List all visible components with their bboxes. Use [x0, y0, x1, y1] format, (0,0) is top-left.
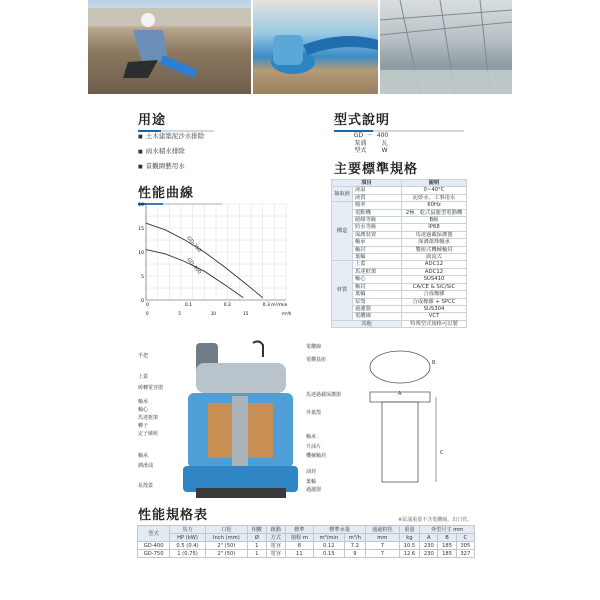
diagram-label-left: 軸心	[138, 407, 149, 413]
dim-label-c: C	[440, 450, 444, 456]
perf-cell: 0.5 (0.4)	[170, 542, 206, 550]
specs-value: 0~40°C	[402, 187, 467, 194]
specs-item: 液質	[353, 194, 402, 201]
specs-item: 上蓋	[353, 261, 402, 268]
x-tick-label-secondary: 5	[178, 311, 181, 316]
pump-in-water-photo	[253, 0, 378, 94]
specs-header-desc: 說明	[402, 180, 467, 187]
perf-header-cell: 型式	[138, 526, 170, 542]
perf-subheader-row	[138, 534, 475, 542]
specs-row	[332, 202, 467, 209]
specs-item: 液温	[353, 187, 402, 194]
model-code: GD － 400	[353, 132, 389, 139]
specs-value: 雙組式機械軸封	[402, 246, 467, 253]
perf-cell: 1 (0.75)	[170, 550, 206, 558]
specs-item: 過濾器	[353, 305, 402, 312]
diagram-label-left: 轉子	[138, 423, 149, 429]
worker-illustration	[88, 0, 251, 94]
specs-value: ADC12	[402, 268, 467, 275]
specs-row	[332, 313, 467, 320]
perf-cell: 2" (50)	[205, 550, 247, 558]
specs-value: ADC12	[402, 261, 467, 268]
perf-row	[138, 542, 475, 550]
specs-row	[332, 187, 467, 194]
specs-item: 電纜線	[353, 313, 402, 320]
perf-cell: 0.15	[314, 550, 345, 558]
perf-subheader-cell: HP (kW)	[170, 534, 206, 542]
specs-header-row	[332, 180, 467, 187]
perf-subheader-cell: C	[456, 534, 474, 542]
diagram-label-left: 緩轉電容器	[138, 385, 164, 391]
strainer-shape	[196, 488, 286, 498]
top-cover-shape	[196, 363, 286, 393]
specs-value: 特殊型式規格可訂製	[402, 320, 467, 327]
diagram-label-right: 馬達過載保護器	[306, 392, 342, 398]
dim-label-b: B	[432, 360, 436, 366]
dim-label-a: A	[398, 391, 402, 397]
specs-item: 軸封	[353, 283, 402, 290]
model-code-title: 型式說明	[334, 109, 464, 128]
specs-value: 深溝滾珠軸承	[402, 239, 467, 246]
specs-row	[332, 246, 467, 253]
x-tick-label: 0.2	[223, 303, 231, 308]
specs-row	[332, 276, 467, 283]
perf-header-cell: 重量	[399, 526, 420, 534]
x-tick-label-secondary: 0	[146, 311, 149, 316]
perf-cell: 8	[285, 542, 313, 550]
diagram-label-right: 軸承	[306, 434, 317, 440]
specs-item: 泵殼	[353, 298, 402, 305]
perf-header-cell: 馬力	[170, 526, 206, 534]
perf-cell: 1	[247, 550, 266, 558]
perf-row	[138, 550, 475, 558]
x-tick-label: 0	[146, 303, 149, 308]
diagram-label-left: 軸承	[138, 399, 149, 405]
specs-item: 軸封	[353, 246, 402, 253]
model-code-labels-2: 型式 W	[354, 147, 388, 154]
specs-row	[332, 239, 467, 246]
y-tick-label: 15	[138, 227, 144, 232]
specs-group: 抽取液	[332, 187, 353, 202]
specs-value: 合成橡膠 + SPCC	[402, 298, 467, 305]
perf-cell: 10.5	[399, 542, 420, 550]
specs-table	[331, 179, 467, 328]
perf-subheader-cell: B	[438, 534, 456, 542]
curve-title: 性能曲線	[138, 182, 222, 201]
specs-item: 電動機	[353, 209, 402, 216]
diagram-label-right: 電纜基座	[306, 357, 327, 363]
performance-curve-chart	[134, 198, 294, 318]
usage-item: ■ 雨水積水排除	[138, 146, 185, 155]
diagram-label-left: 泵殼蓋	[138, 483, 154, 489]
diagram-label-left: 潤滑油	[138, 463, 154, 469]
specs-title: 主要標準規格	[334, 158, 464, 177]
perf-subheader-cell: m³/h	[344, 534, 365, 542]
diagram-label-left: 軸承	[138, 453, 149, 459]
perf-subheader-cell: kg	[399, 534, 420, 542]
specs-row	[332, 268, 467, 275]
specs-value: 馬達過載保護器	[402, 231, 467, 238]
diagram-label-right: 外葉殼	[306, 410, 322, 416]
diagram-label-left: 定子繞組	[138, 431, 159, 437]
specs-item: 頻率	[353, 202, 402, 209]
x-tick-label-secondary: 10	[210, 311, 216, 316]
perf-cell: 7	[366, 542, 400, 550]
specs-item: 軸承	[353, 239, 402, 246]
diagram-label-right: 油封	[306, 469, 317, 475]
perf-cell: 305	[456, 542, 474, 550]
y-tick-label: 10	[138, 251, 144, 256]
pump-dimension-drawing	[360, 342, 440, 502]
x-tick-label: 0.1	[184, 303, 193, 308]
perf-subheader-cell: mm	[366, 534, 400, 542]
specs-value: SUS410	[402, 276, 467, 283]
specs-item: 葉輪	[353, 254, 402, 261]
specs-group: 其他	[332, 320, 402, 327]
diagram-label-right: 過濾器	[306, 487, 322, 493]
usage-title: 用途	[138, 109, 214, 128]
specs-item: 葉輪	[353, 291, 402, 298]
perf-header-cell: 標準水量	[314, 526, 366, 534]
perf-cell: GD-750	[138, 550, 170, 558]
perf-table-title: 性能規格表	[138, 504, 218, 523]
specs-value: SUS304	[402, 305, 467, 312]
specs-group: 材質	[332, 261, 353, 320]
specs-row	[332, 224, 467, 231]
specs-row	[332, 209, 467, 216]
perf-header-cell: 標準	[285, 526, 313, 534]
specs-value: B級	[402, 217, 467, 224]
y-tick-label: 20	[138, 203, 144, 208]
diagram-label-right: 機械軸封	[306, 453, 327, 459]
specs-value: 渦流式	[402, 254, 467, 261]
diagram-label-right: 電纜線	[306, 344, 322, 350]
specs-row	[332, 291, 467, 298]
specs-value: VCT	[402, 313, 467, 320]
y-tick-label: 5	[141, 275, 144, 280]
model-code-labels: 泵浦 瓦	[354, 140, 388, 147]
diagram-label-right: 葉輪	[306, 479, 317, 485]
perf-cell: 7.2	[344, 542, 365, 550]
perf-cell: 7	[366, 550, 400, 558]
series-line-gd-400	[146, 250, 243, 298]
perf-subheader-cell: Inch (mm)	[205, 534, 247, 542]
specs-item: 保護裝置	[353, 231, 402, 238]
diagram-label-right: 升油片	[306, 444, 322, 450]
specs-item: 防水等級	[353, 224, 402, 231]
specs-value: 60Hz	[402, 202, 467, 209]
perf-cell: 1	[247, 542, 266, 550]
perf-header-cell: 通過粒徑	[366, 526, 400, 534]
construction-worker-photo	[88, 0, 251, 94]
specs-value: 2極．乾式鼠籠型電動機	[402, 209, 467, 216]
y-tick-label: 0	[141, 299, 144, 304]
perf-header-cell: 啟動	[266, 526, 285, 534]
diagram-label-left: 上蓋	[138, 374, 149, 380]
specs-row	[332, 194, 467, 201]
perf-cell: 230	[420, 542, 438, 550]
cable-shape	[253, 341, 263, 357]
perf-cell: 185	[438, 542, 456, 550]
specs-row	[332, 231, 467, 238]
perf-cell: 0.12	[314, 542, 345, 550]
perf-header-cell: 外型尺寸 mm	[420, 526, 475, 534]
specs-item: 絕緣等級	[353, 217, 402, 224]
perf-cell: 12.6	[399, 550, 420, 558]
perf-cell: 電容	[266, 542, 285, 550]
specs-row	[332, 254, 467, 261]
perf-cell: 327	[456, 550, 474, 558]
specs-row	[332, 320, 467, 327]
usage-item: ■ 景觀園藝用水	[138, 161, 185, 170]
specs-row	[332, 261, 467, 268]
specs-row	[332, 298, 467, 305]
diagram-label-left: 手把	[138, 353, 149, 359]
perf-cell: 2" (50)	[205, 542, 247, 550]
perf-table	[137, 525, 475, 558]
x-tick-label-secondary: 15	[243, 311, 249, 316]
perf-cell: 185	[438, 550, 456, 558]
specs-value: 泥砂水．工事用水	[402, 194, 467, 201]
construction-site-photo	[380, 0, 512, 94]
specs-value: IP68	[402, 224, 467, 231]
specs-item: 軸心	[353, 276, 402, 283]
x-unit-label: m³/h	[282, 311, 292, 316]
perf-cell: 電容	[266, 550, 285, 558]
perf-cell: 11	[285, 550, 313, 558]
perf-table-note: ※泵浦重量不含電纜線，出口管。	[398, 517, 473, 523]
series-label: GD-400	[185, 257, 203, 276]
perf-subheader-cell: Ø	[247, 534, 266, 542]
specs-header-item: 項目	[332, 180, 402, 187]
perf-cell: GD-400	[138, 542, 170, 550]
perf-subheader-cell: 方式	[266, 534, 285, 542]
perf-header-cell: 相數	[247, 526, 266, 534]
perf-subheader-cell: A	[420, 534, 438, 542]
perf-subheader-cell: 揚程 m	[285, 534, 313, 542]
specs-group: 構造	[332, 202, 353, 261]
specs-item: 馬達框架	[353, 268, 402, 275]
perf-header-cell: 口徑	[205, 526, 247, 534]
specs-row	[332, 283, 467, 290]
series-label: GD-750	[185, 235, 203, 254]
usage-item: ■ 土木建築泥沙水排除	[138, 131, 204, 140]
perf-cell: 230	[420, 550, 438, 558]
diagram-label-left: 馬達框架	[138, 415, 159, 421]
specs-row	[332, 305, 467, 312]
specs-value: CA/CE & SiC/SiC	[402, 283, 467, 290]
specs-value: 合成橡膠	[402, 291, 467, 298]
perf-cell: 9	[344, 550, 365, 558]
perf-header-row	[138, 526, 475, 534]
perf-subheader-cell: m³/min	[314, 534, 345, 542]
specs-row	[332, 217, 467, 224]
x-tick-label: 0.3 m³/min	[262, 303, 288, 308]
